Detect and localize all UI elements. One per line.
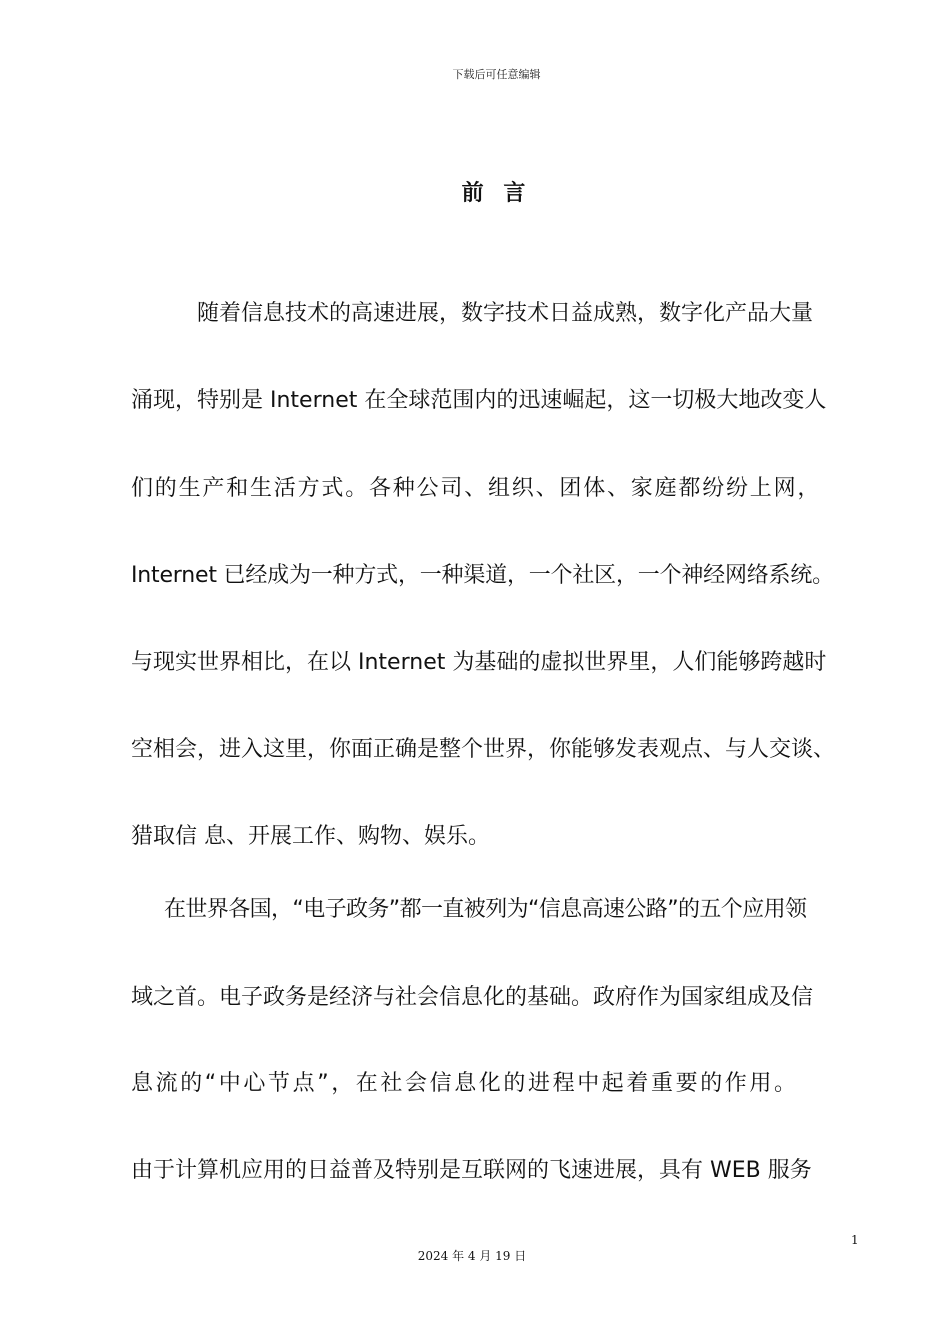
paragraph-line: 猎取信 息、开展工作、购物、娱乐。 (131, 824, 490, 849)
paragraph-line: 涌现，特别是 Internet 在全球范围内的迅速崛起，这一切极大地改变人 (131, 388, 827, 413)
footer-date: 2024 年 4 月 19 日 (417, 1249, 527, 1263)
paragraph-line: 息流的“中心节点”，在社会信息化的进程中起着重要的作用。 (131, 1071, 799, 1096)
paragraph-line: 随着信息技术的高速进展，数字技术日益成熟，数字化产品大量 (197, 301, 814, 326)
paragraph-line: Internet 已经成为一种方式，一种渠道，一个社区，一个神经网络系统。 (131, 563, 834, 588)
paragraph-line: 由于计算机应用的日益普及特别是互联网的飞速进展，具有 WEB 服务 (131, 1158, 812, 1183)
paragraph-line: 域之首。电子政务是经济与社会信息化的基础。政府作为国家组成及信 (131, 985, 814, 1010)
document-title: 前 言 (461, 181, 532, 206)
page-number: 1 (851, 1233, 859, 1247)
paragraph-line: 在世界各国，“电子政务”都一直被列为“信息高速公路”的五个应用领 (164, 897, 807, 922)
paragraph-line: 空相会，进入这里，你面正确是整个世界，你能够发表观点、与人交谈、 (131, 737, 836, 762)
header-note: 下载后可任意编辑 (452, 68, 541, 81)
paragraph-line: 们的生产和生活方式。各种公司、组织、团体、家庭都纷纷上网， (131, 476, 822, 501)
paragraph-line: 与现实世界相比，在以 Internet 为基础的虚拟世界里，人们能够跨越时 (131, 650, 827, 675)
